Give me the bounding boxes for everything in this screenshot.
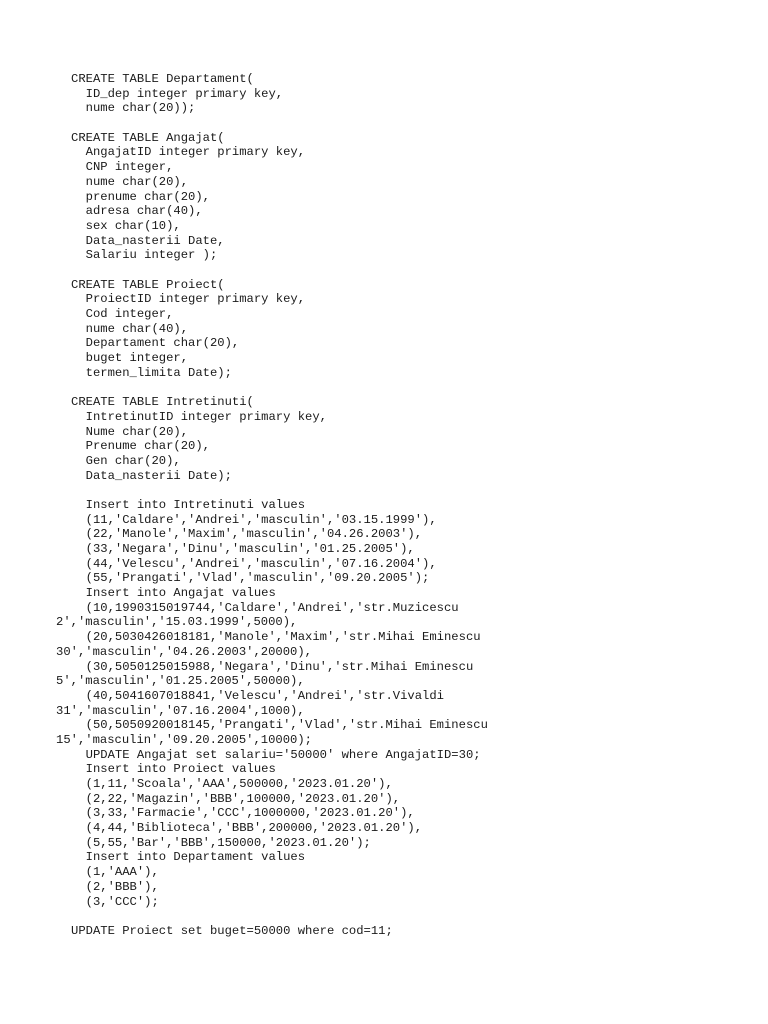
blank-line [71, 263, 488, 278]
blank-line [71, 380, 488, 395]
code-line: Salariu integer ); [71, 248, 218, 263]
code-line-continuation: 15','masculin','09.20.2005',10000); [56, 732, 312, 747]
code-line: (5,55,'Bar','BBB',150000,'2023.01.20'); [71, 835, 371, 850]
code-line: Nume char(20), [71, 424, 189, 439]
code-line: prenume char(20), [71, 189, 210, 204]
code-line: CREATE TABLE Departament( [71, 72, 254, 86]
code-line: (33,'Negara','Dinu','masculin','01.25.2005'), [71, 542, 415, 556]
code-line: (20,5030426018181,'Manole','Maxim','str.Mihai Eminescu [71, 630, 481, 645]
blank-line [71, 909, 488, 924]
code-line: (11,'Caldare','Andrei','masculin','03.15.1999'), [71, 512, 437, 527]
code-line: CREATE TABLE Intretinuti( [71, 395, 254, 410]
code-line: nume char(40), [71, 321, 189, 336]
blank-line [71, 483, 488, 498]
code-line: Gen char(20), [71, 453, 181, 468]
code-line: ID_dep integer primary key, [71, 86, 284, 101]
code-line: Data_nasterii Date); [71, 468, 232, 483]
code-line: buget integer, [71, 351, 189, 366]
code-line: Data_nasterii Date, [71, 233, 225, 248]
code-line-continuation: 5','masculin','01.25.2005',50000), [56, 674, 305, 689]
code-line: (50,5050920018145,'Prangati','Vlad','str.Mihai Eminescu [71, 718, 488, 733]
code-line: CNP integer, [71, 160, 174, 175]
code-line: CREATE TABLE Angajat( [71, 130, 225, 145]
code-line: (22,'Manole','Maxim','masculin','04.26.2003'), [71, 527, 423, 542]
code-line: (2,'BBB'), [71, 879, 159, 894]
code-line: (2,22,'Magazin','BBB',100000,'2023.01.20'), [71, 791, 401, 806]
code-line: (44,'Velescu','Andrei','masculin','07.16.2004'), [71, 556, 437, 571]
code-line: (55,'Prangati','Vlad','masculin','09.20.2005'); [71, 571, 430, 586]
blank-line [71, 116, 488, 131]
code-line-continuation: 2','masculin','15.03.1999',5000), [56, 615, 298, 630]
code-line: nume char(20)); [71, 101, 196, 116]
code-line: Departament char(20), [71, 336, 240, 351]
code-line: (10,1990315019744,'Caldare','Andrei','str.Muzicescu [71, 600, 459, 615]
code-line: (3,'CCC'); [71, 894, 159, 909]
code-line: UPDATE Proiect set buget=50000 where cod=11; [71, 923, 393, 938]
code-line: Insert into Angajat values [71, 586, 276, 601]
code-line-continuation: 31','masculin','07.16.2004',1000), [56, 703, 305, 718]
code-line: termen_limita Date); [71, 365, 232, 380]
code-line: AngajatID integer primary key, [71, 145, 306, 160]
code-line: Insert into Intretinuti values [71, 497, 306, 512]
code-line: adresa char(40), [71, 204, 203, 219]
code-line: UPDATE Angajat set salariu='50000' where AngajatID=30; [71, 747, 481, 762]
code-line: (4,44,'Biblioteca','BBB',200000,'2023.01.20'), [71, 821, 423, 836]
code-line: (40,5041607018841,'Velescu','Andrei','str.Vivaldi [71, 688, 444, 703]
code-line-continuation: 30','masculin','04.26.2003',20000), [56, 644, 312, 659]
code-line: Insert into Departament values [71, 850, 306, 865]
code-line: Prenume char(20), [71, 439, 210, 454]
code-line: CREATE TABLE Proiect( [71, 277, 225, 292]
sql-code-block [56, 72, 488, 939]
code-line: Cod integer, [71, 307, 174, 321]
code-line: (1,'AAA'), [71, 865, 159, 880]
code-line: nume char(20), [71, 174, 189, 189]
code-line: (1,11,'Scoala','AAA',500000,'2023.01.20'), [71, 777, 393, 791]
code-line: IntretinutID integer primary key, [71, 409, 327, 424]
code-line: (30,5050125015988,'Negara','Dinu','str.Mihai Eminescu [71, 659, 474, 674]
code-line: Insert into Proiect values [71, 762, 276, 777]
code-line: ProiectID integer primary key, [71, 292, 306, 307]
code-line: sex char(10), [71, 218, 181, 233]
code-line: (3,33,'Farmacie','CCC',1000000,'2023.01.20'), [71, 806, 415, 821]
